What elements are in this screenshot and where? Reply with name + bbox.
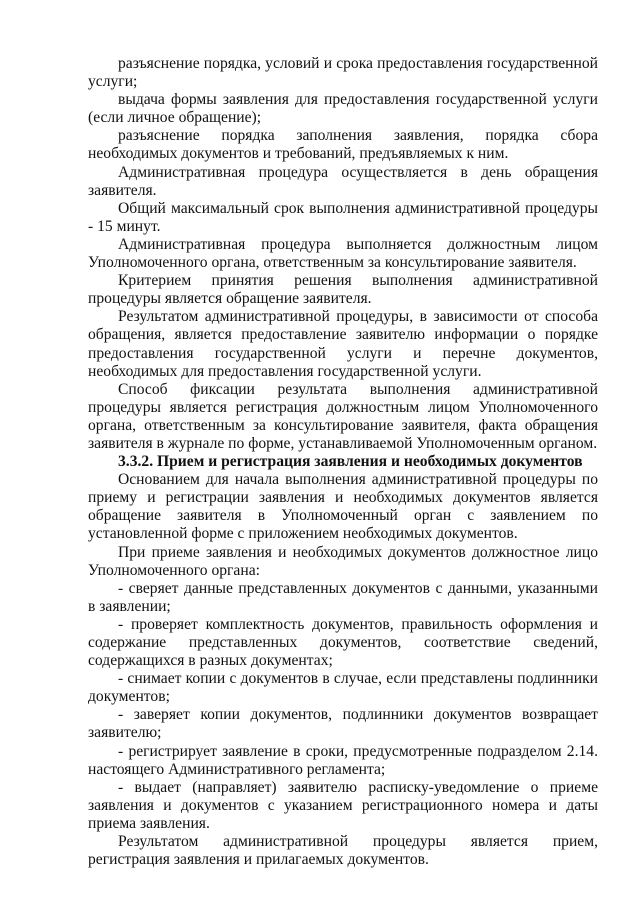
paragraph-issue-form: выдача формы заявления для предоставления государственной услуги (если личное обращение);: [88, 91, 598, 127]
paragraph-procedure-day: Административная процедура осуществляется в день обращения заявителя.: [88, 163, 598, 199]
paragraph-official-actions-intro: При приеме заявления и необходимых документов должностное лицо Уполномоченного органа:: [88, 543, 598, 579]
list-item-make-copies: - снимает копии с документов в случае, если представлены подлинники документов;: [88, 670, 598, 706]
paragraph-decision-criterion: Критерием принятия решения выполнения административной процедуры является обращение заявителя.: [88, 272, 598, 308]
list-item-check-completeness: - проверяет комплектность документов, правильность оформления и содержание представленных документов, соответствие сведений, содержащихся в разных документах;: [88, 615, 598, 670]
paragraph-basis: Основанием для начала выполнения административной процедуры по приему и регистрации заявления и необходимых документов является обращение заявителя в Уполномоченный орган с заявлением по установленной форме с приложением необходимых документов.: [88, 471, 598, 543]
paragraph-responsible-official: Административная процедура выполняется должностным лицом Уполномоченного органа, ответственным за консультирование заявителя.: [88, 235, 598, 272]
list-item-verify-data: - сверяет данные представленных документов с данными, указанными в заявлении;: [88, 579, 598, 615]
list-item-register-application: - регистрирует заявление в сроки, предусмотренные подразделом 2.14. настоящего Административного регламента;: [88, 742, 598, 778]
paragraph-clarify-filling: разъяснение порядка заполнения заявления, порядка сбора необходимых документов и требований, предъявляемых к ним.: [88, 127, 598, 163]
paragraph-max-duration: Общий максимальный срок выполнения административной процедуры - 15 минут.: [88, 199, 598, 235]
section-heading: 3.3.2. Прием и регистрация заявления и необходимых документов: [118, 453, 583, 471]
paragraph-procedure-result: Результатом административной процедуры, в зависимости от способа обращения, является предоставление заявителю информации о порядке предоставления государственной услуги и перечне документов, необходимых для предоставления государственной услуги.: [88, 308, 598, 380]
list-item-certify-copies: - заверяет копии документов, подлинники документов возвращает заявителю;: [88, 706, 598, 742]
paragraph-fixation-method: Способ фиксации результата выполнения административной процедуры является регистрация должностным лицом Уполномоченного органа, ответственным за консультирование заявителя, факта обращения заявителя в журнале по форме, устанавливаемой Уполномоченным органом.: [88, 380, 598, 452]
document-page: [88, 55, 598, 869]
paragraph-clarify-procedure: разъяснение порядка, условий и срока предоставления государственной услуги;: [88, 55, 598, 91]
list-item-issue-receipt: - выдает (направляет) заявителю расписку-уведомление о приеме заявления и документов с указанием регистрационного номера и даты приема заявления.: [88, 778, 598, 832]
paragraph-final-result: Результатом административной процедуры является прием, регистрация заявления и прилагаемых документов.: [88, 833, 598, 869]
